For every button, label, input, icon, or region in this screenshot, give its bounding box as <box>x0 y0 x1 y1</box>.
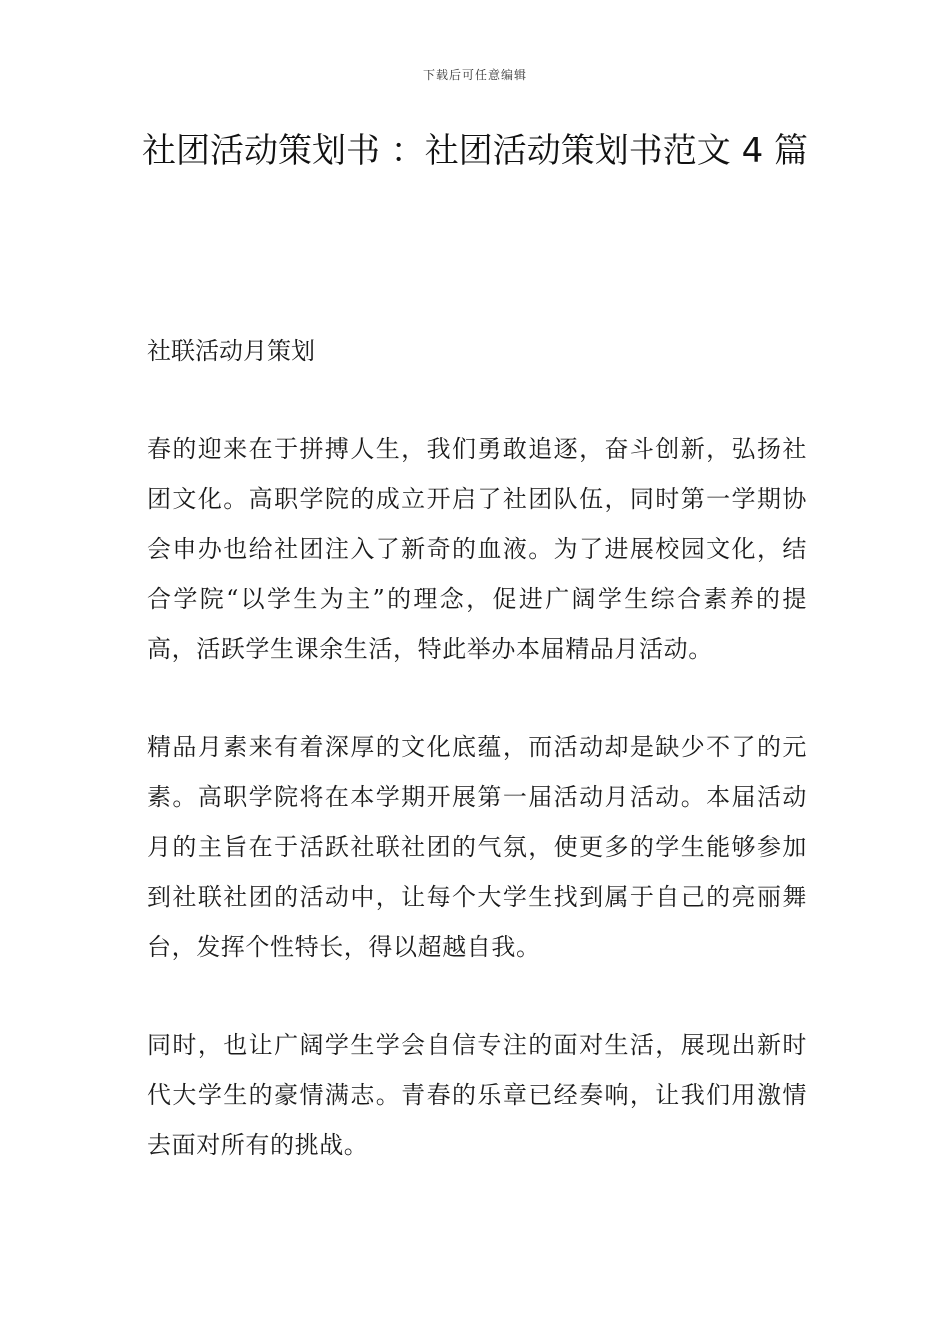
paragraph-2: 精品月素来有着深厚的文化底蕴，而活动却是缺少不了的元素。高职学院将在本学期开展第一届活动月活动。本届活动月的主旨在于活跃社联社团的气氛，使更多的学生能够参加到社联社团的活动中，让每个大学生找到属于自己的亮丽舞台，发挥个性特长，得以超越自我。 <box>147 733 807 961</box>
document-body <box>147 326 807 1218</box>
document-title: 社团活动策划书 ：社团活动策划书范文 4 篇 <box>141 131 809 171</box>
paragraph-3: 同时，也让广阔学生学会自信专注的面对生活，展现出新时代大学生的豪情满志。青春的乐章已经奏响，让我们用激情去面对所有的挑战。 <box>147 1031 807 1159</box>
paragraph-1: 春的迎来在于拼搏人生，我们勇敢追逐，奋斗创新，弘扬社团文化。高职学院的成立开启了社团队伍，同时第一学期协会申办也给社团注入了新奇的血液。为了进展校园文化，结合学院“以学生为主”的理念，促进广阔学生综合素养的提高，活跃学生课余生活，特此举办本届精品月活动。 <box>147 435 807 663</box>
download-note: 下载后可任意编辑 <box>422 68 527 82</box>
section-heading: 社联活动月策划 <box>147 337 315 365</box>
